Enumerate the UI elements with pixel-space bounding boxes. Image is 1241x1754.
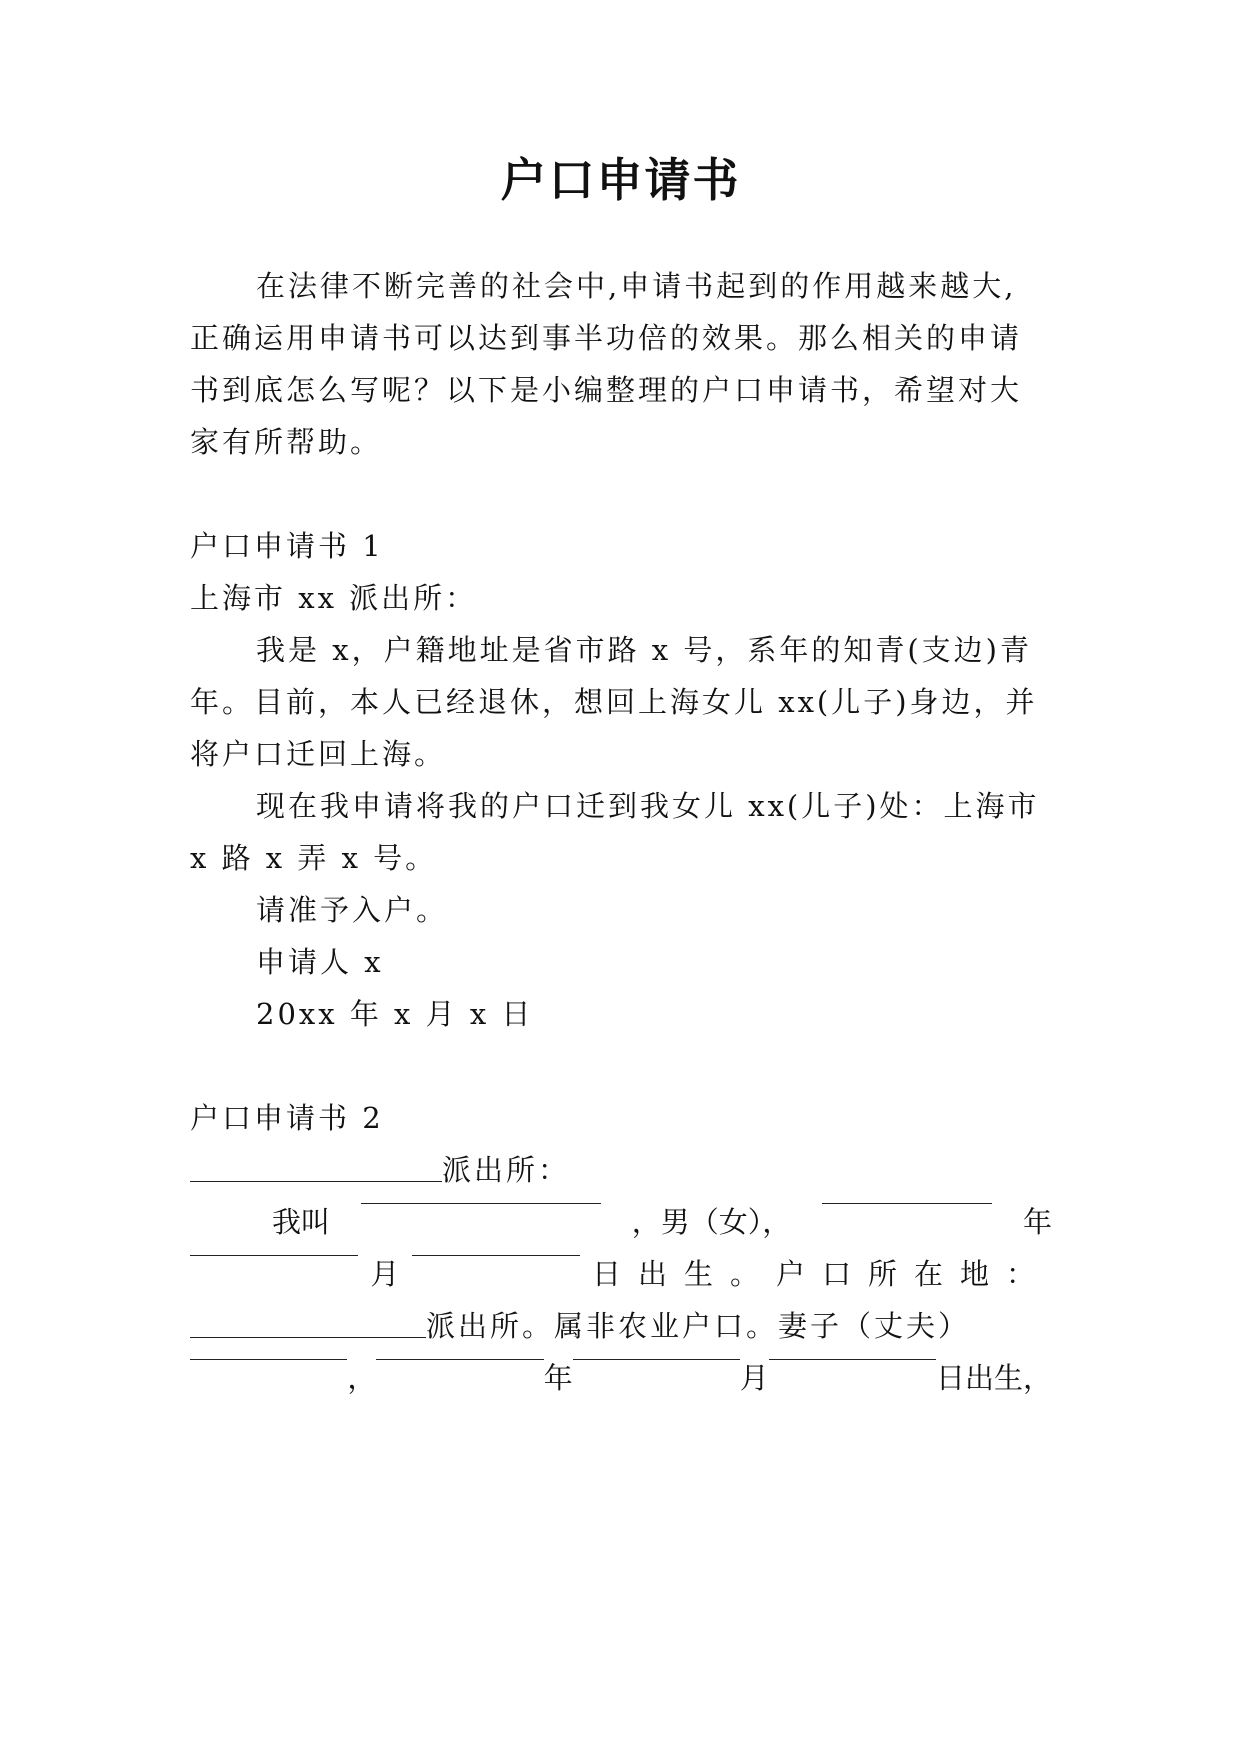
letter2-line-1 — [272, 1202, 1052, 1242]
letter2-line-2 — [190, 1254, 1052, 1294]
text-comma: ， — [347, 1361, 377, 1395]
letter2-line-3 — [190, 1306, 1052, 1346]
letter2-addressee — [190, 1150, 1052, 1190]
blank-spouse-month[interactable] — [573, 1358, 740, 1360]
blank-birth-day[interactable] — [412, 1254, 580, 1256]
letter1-date: 20xx 年 x 月 x 日 — [256, 997, 534, 1031]
text-spouse-born: 日出生， — [935, 1361, 1052, 1395]
blank-birth-month[interactable] — [190, 1254, 358, 1256]
blank-spouse-name[interactable] — [190, 1358, 347, 1360]
blank-name[interactable] — [361, 1202, 601, 1204]
text-my-name: 我叫 — [272, 1205, 331, 1239]
blank-birth-year[interactable] — [822, 1202, 992, 1204]
letter2-line-4 — [190, 1358, 1052, 1398]
text-gender: ，男（女）， — [631, 1205, 792, 1239]
intro-line-1: 在法律不断完善的社会中,申请书起到的作用越来越大, — [256, 269, 1017, 303]
addressee-suffix: 派出所： — [442, 1153, 571, 1187]
letter1-applicant: 申请人 x — [256, 945, 384, 979]
text-year: 年 — [1022, 1205, 1052, 1239]
blank-spouse-year[interactable] — [376, 1358, 543, 1360]
document-title: 户口申请书 — [500, 153, 741, 207]
blank-police-station[interactable] — [190, 1180, 442, 1182]
letter1-heading: 户口申请书 1 — [190, 529, 384, 563]
text-month: 月 — [370, 1257, 400, 1291]
letter1-body-line-1: 我是 x，户籍地址是省市路 x 号，系年的知青(支边)青 — [256, 633, 1032, 667]
blank-residence-station[interactable] — [190, 1336, 426, 1338]
intro-line-2: 正确运用申请书可以达到事半功倍的效果。那么相关的申请 — [190, 321, 1023, 355]
letter2-heading: 户口申请书 2 — [190, 1101, 384, 1135]
blank-spouse-day[interactable] — [769, 1358, 936, 1360]
letter1-body-line-4: 现在我申请将我的户口迁到我女儿 xx(儿子)处：上海市 — [256, 789, 1040, 823]
text-spouse-month: 月 — [739, 1361, 769, 1395]
letter1-addressee: 上海市 xx 派出所： — [190, 581, 478, 615]
intro-line-4: 家有所帮助。 — [190, 425, 383, 459]
letter1-body-line-5: x 路 x 弄 x 号。 — [190, 841, 438, 875]
text-born-residence: 日出生。户口所在地： — [591, 1257, 1052, 1291]
letter1-body-line-2: 年。目前，本人已经退休，想回上海女儿 xx(儿子)身边，并 — [190, 685, 1038, 719]
text-household-type: 派出所。属非农业户口。妻子（丈夫） — [426, 1309, 971, 1343]
text-spouse-year: 年 — [543, 1361, 573, 1395]
letter1-request: 请准予入户。 — [256, 893, 449, 927]
intro-line-3: 书到底怎么写呢？以下是小编整理的户口申请书，希望对大 — [190, 373, 1023, 407]
letter1-body-line-3: 将户口迁回上海。 — [190, 737, 447, 771]
